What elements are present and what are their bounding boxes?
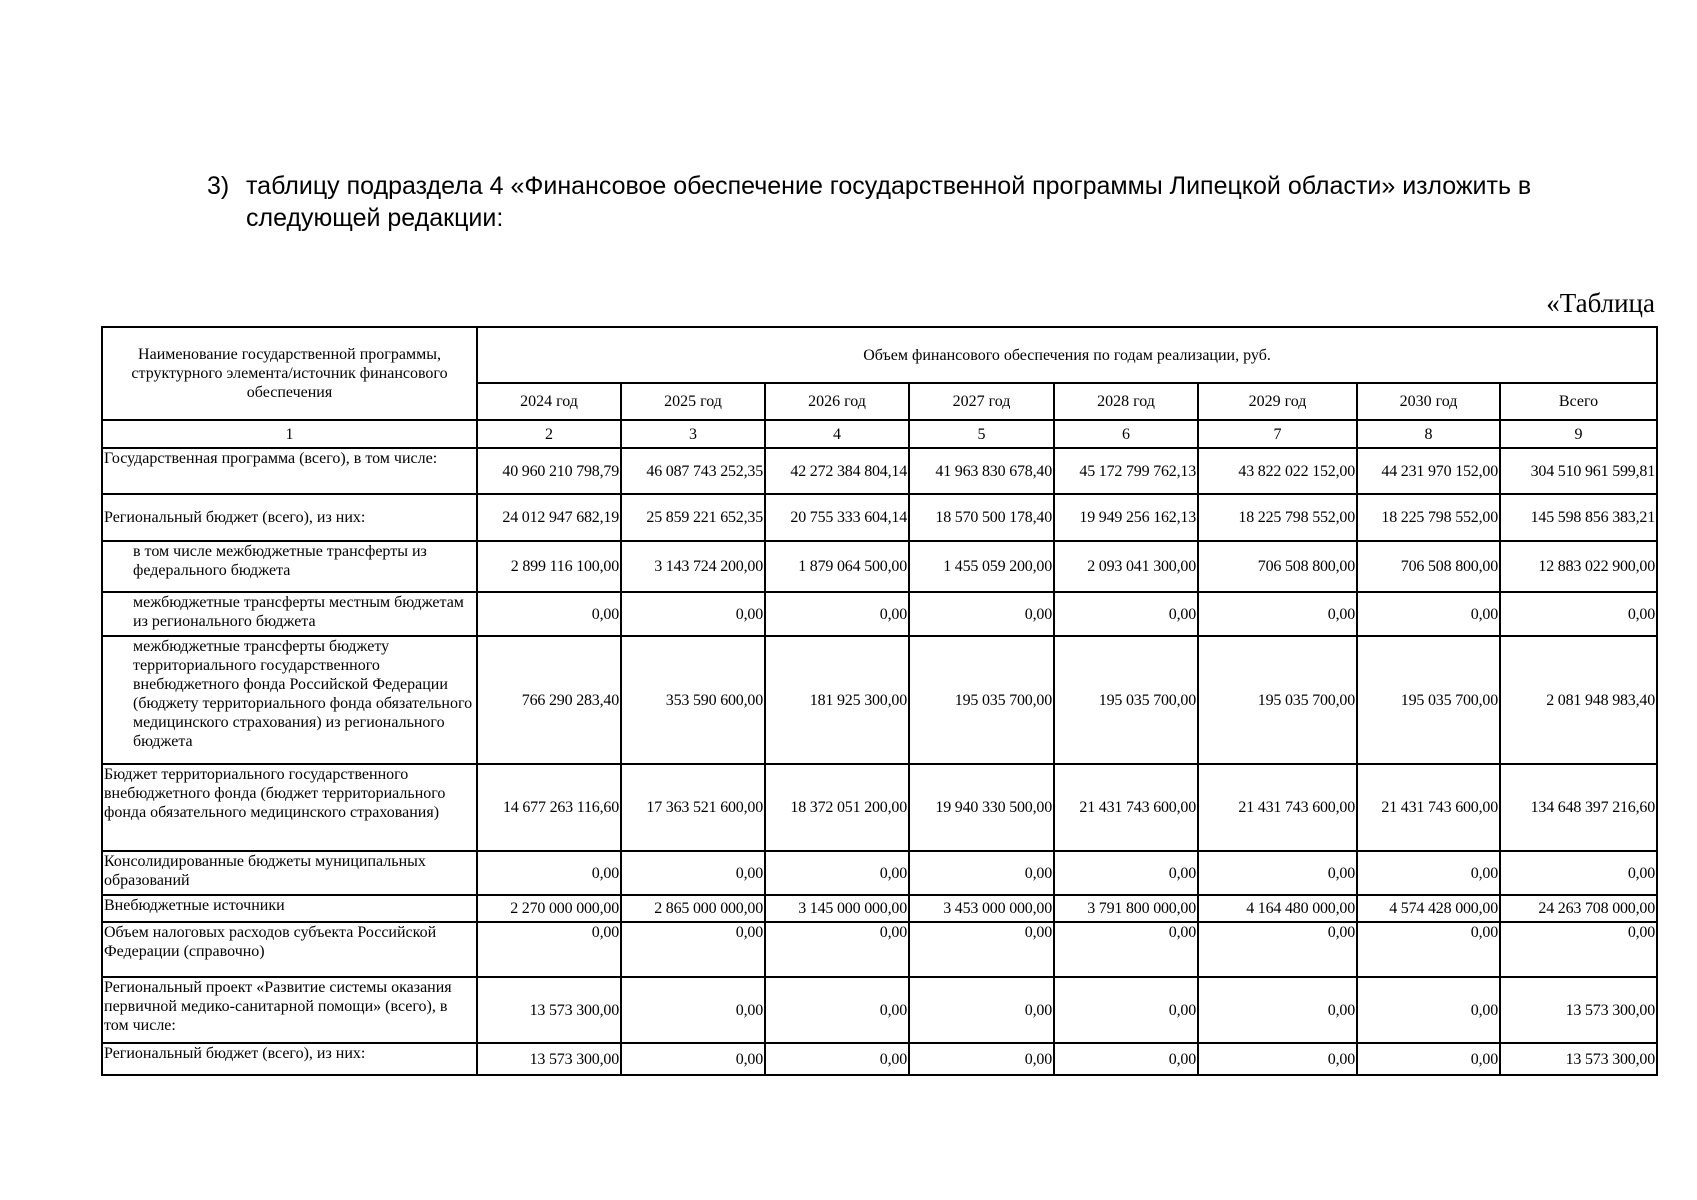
header-year: 2024 год [477, 383, 621, 420]
column-number: 7 [1198, 420, 1357, 448]
cell-value: 12 883 022 900,00 [1500, 541, 1657, 592]
cell-value: 0,00 [1054, 1043, 1198, 1075]
table-row [102, 922, 1657, 977]
row-name: Государственная программа (всего), в том числе: [102, 448, 477, 494]
column-number: 8 [1357, 420, 1500, 448]
column-number: 1 [102, 420, 477, 448]
cell-value: 2 899 116 100,00 [477, 541, 621, 592]
cell-value: 0,00 [765, 851, 909, 895]
cell-value: 353 590 600,00 [621, 636, 765, 764]
column-number: 4 [765, 420, 909, 448]
cell-value: 0,00 [1357, 1043, 1500, 1075]
cell-value: 20 755 333 604,14 [765, 494, 909, 541]
cell-value: 0,00 [1198, 592, 1357, 636]
cell-value: 0,00 [1198, 977, 1357, 1043]
cell-value: 42 272 384 804,14 [765, 448, 909, 494]
cell-value: 14 677 263 116,60 [477, 764, 621, 851]
cell-value: 0,00 [1054, 592, 1198, 636]
cell-value: 21 431 743 600,00 [1198, 764, 1357, 851]
cell-value: 2 270 000 000,00 [477, 895, 621, 922]
cell-value: 0,00 [765, 922, 909, 977]
cell-value: 0,00 [1198, 922, 1357, 977]
row-name: Внебюджетные источники [102, 895, 477, 922]
cell-value: 0,00 [1357, 851, 1500, 895]
cell-value: 0,00 [909, 851, 1054, 895]
cell-value: 24 263 708 000,00 [1500, 895, 1657, 922]
cell-value: 4 164 480 000,00 [1198, 895, 1357, 922]
cell-value: 0,00 [477, 592, 621, 636]
cell-value: 195 035 700,00 [1357, 636, 1500, 764]
cell-value: 134 648 397 216,60 [1500, 764, 1657, 851]
table-row [102, 851, 1657, 895]
cell-value: 43 822 022 152,00 [1198, 448, 1357, 494]
cell-value: 13 573 300,00 [477, 1043, 621, 1075]
cell-value: 0,00 [1500, 922, 1657, 977]
cell-value: 766 290 283,40 [477, 636, 621, 764]
cell-value: 0,00 [909, 922, 1054, 977]
cell-value: 25 859 221 652,35 [621, 494, 765, 541]
cell-value: 0,00 [1357, 592, 1500, 636]
cell-value: 41 963 830 678,40 [909, 448, 1054, 494]
cell-value: 13 573 300,00 [477, 977, 621, 1043]
cell-value: 2 093 041 300,00 [1054, 541, 1198, 592]
cell-value: 3 791 800 000,00 [1054, 895, 1198, 922]
cell-value: 0,00 [477, 851, 621, 895]
financing-table [101, 326, 1658, 1076]
cell-value: 3 143 724 200,00 [621, 541, 765, 592]
cell-value: 0,00 [909, 977, 1054, 1043]
table-caption: «Таблица [1546, 288, 1655, 318]
row-name: межбюджетные трансферты местным бюджетам из регионального бюджета [102, 592, 477, 636]
cell-value: 45 172 799 762,13 [1054, 448, 1198, 494]
cell-value: 181 925 300,00 [765, 636, 909, 764]
cell-value: 18 225 798 552,00 [1198, 494, 1357, 541]
cell-value: 21 431 743 600,00 [1054, 764, 1198, 851]
cell-value: 0,00 [477, 922, 621, 977]
header-year: 2026 год [765, 383, 909, 420]
cell-value: 195 035 700,00 [1054, 636, 1198, 764]
cell-value: 21 431 743 600,00 [1357, 764, 1500, 851]
header-group-title: Объем финансового обеспечения по годам реализации, руб. [477, 327, 1657, 383]
cell-value: 17 363 521 600,00 [621, 764, 765, 851]
table-row [102, 895, 1657, 922]
cell-value: 0,00 [621, 851, 765, 895]
row-name: Региональный бюджет (всего), из них: [102, 494, 477, 541]
column-number: 3 [621, 420, 765, 448]
cell-value: 0,00 [1198, 851, 1357, 895]
cell-value: 0,00 [1054, 922, 1198, 977]
cell-value: 40 960 210 798,79 [477, 448, 621, 494]
intro-item-number: 3) [207, 172, 230, 200]
header-row-group [102, 327, 1657, 383]
cell-value: 195 035 700,00 [909, 636, 1054, 764]
column-number: 6 [1054, 420, 1198, 448]
row-name: Региональный бюджет (всего), из них: [102, 1043, 477, 1075]
header-name-column: Наименование государственной программы, структурного элемента/источник финансового обеспечения [102, 327, 477, 420]
cell-value: 0,00 [1500, 851, 1657, 895]
cell-value: 195 035 700,00 [1198, 636, 1357, 764]
cell-value: 24 012 947 682,19 [477, 494, 621, 541]
cell-value: 304 510 961 599,81 [1500, 448, 1657, 494]
cell-value: 1 879 064 500,00 [765, 541, 909, 592]
cell-value: 706 508 800,00 [1357, 541, 1500, 592]
table-row [102, 448, 1657, 494]
table-row [102, 636, 1657, 764]
cell-value: 13 573 300,00 [1500, 977, 1657, 1043]
cell-value: 0,00 [1054, 851, 1198, 895]
cell-value: 0,00 [765, 1043, 909, 1075]
column-number: 2 [477, 420, 621, 448]
cell-value: 0,00 [765, 592, 909, 636]
cell-value: 19 940 330 500,00 [909, 764, 1054, 851]
header-year: 2030 год [1357, 383, 1500, 420]
cell-value: 0,00 [1198, 1043, 1357, 1075]
cell-value: 13 573 300,00 [1500, 1043, 1657, 1075]
cell-value: 0,00 [1357, 922, 1500, 977]
column-number: 9 [1500, 420, 1657, 448]
cell-value: 18 570 500 178,40 [909, 494, 1054, 541]
cell-value: 0,00 [909, 592, 1054, 636]
cell-value: 19 949 256 162,13 [1054, 494, 1198, 541]
cell-value: 706 508 800,00 [1198, 541, 1357, 592]
cell-value: 0,00 [621, 592, 765, 636]
cell-value: 0,00 [1357, 977, 1500, 1043]
table-row [102, 494, 1657, 541]
table-row [102, 541, 1657, 592]
header-year: 2027 год [909, 383, 1054, 420]
table-row [102, 764, 1657, 851]
header-year: 2028 год [1054, 383, 1198, 420]
table-row [102, 977, 1657, 1043]
cell-value: 3 453 000 000,00 [909, 895, 1054, 922]
row-name: Объем налоговых расходов субъекта Российской Федерации (справочно) [102, 922, 477, 977]
row-name: межбюджетные трансферты бюджету территориального государственного внебюджетного фонда Российской Федерации (бюджету территориального фонда обязательного медицинского страхования) из регионального бюджета [102, 636, 477, 764]
cell-value: 0,00 [621, 977, 765, 1043]
row-name: Консолидированные бюджеты муниципальных образований [102, 851, 477, 895]
table-row [102, 592, 1657, 636]
cell-value: 2 081 948 983,40 [1500, 636, 1657, 764]
row-name: Региональный проект «Развитие системы оказания первичной медико-санитарной помощи» (всего), в том числе: [102, 977, 477, 1043]
cell-value: 46 087 743 252,35 [621, 448, 765, 494]
cell-value: 44 231 970 152,00 [1357, 448, 1500, 494]
cell-value: 1 455 059 200,00 [909, 541, 1054, 592]
header-total: Всего [1500, 383, 1657, 420]
cell-value: 0,00 [765, 977, 909, 1043]
row-name: в том числе межбюджетные трансферты из федерального бюджета [102, 541, 477, 592]
cell-value: 0,00 [909, 1043, 1054, 1075]
cell-value: 4 574 428 000,00 [1357, 895, 1500, 922]
cell-value: 0,00 [1054, 977, 1198, 1043]
cell-value: 18 372 051 200,00 [765, 764, 909, 851]
cell-value: 3 145 000 000,00 [765, 895, 909, 922]
intro-paragraph [207, 170, 1597, 234]
header-row-numbers [102, 420, 1657, 448]
cell-value: 0,00 [621, 1043, 765, 1075]
table-row [102, 1043, 1657, 1075]
cell-value: 145 598 856 383,21 [1500, 494, 1657, 541]
header-year: 2029 год [1198, 383, 1357, 420]
cell-value: 2 865 000 000,00 [621, 895, 765, 922]
cell-value: 0,00 [1500, 592, 1657, 636]
cell-value: 18 225 798 552,00 [1357, 494, 1500, 541]
header-year: 2025 год [621, 383, 765, 420]
row-name: Бюджет территориального государственного внебюджетного фонда (бюджет территориального фонда обязательного медицинского страхования) [102, 764, 477, 851]
cell-value: 0,00 [621, 922, 765, 977]
intro-text: таблицу подраздела 4 «Финансовое обеспечение государственной программы Липецкой области» изложить в следующей редакции: [246, 172, 1532, 232]
column-number: 5 [909, 420, 1054, 448]
